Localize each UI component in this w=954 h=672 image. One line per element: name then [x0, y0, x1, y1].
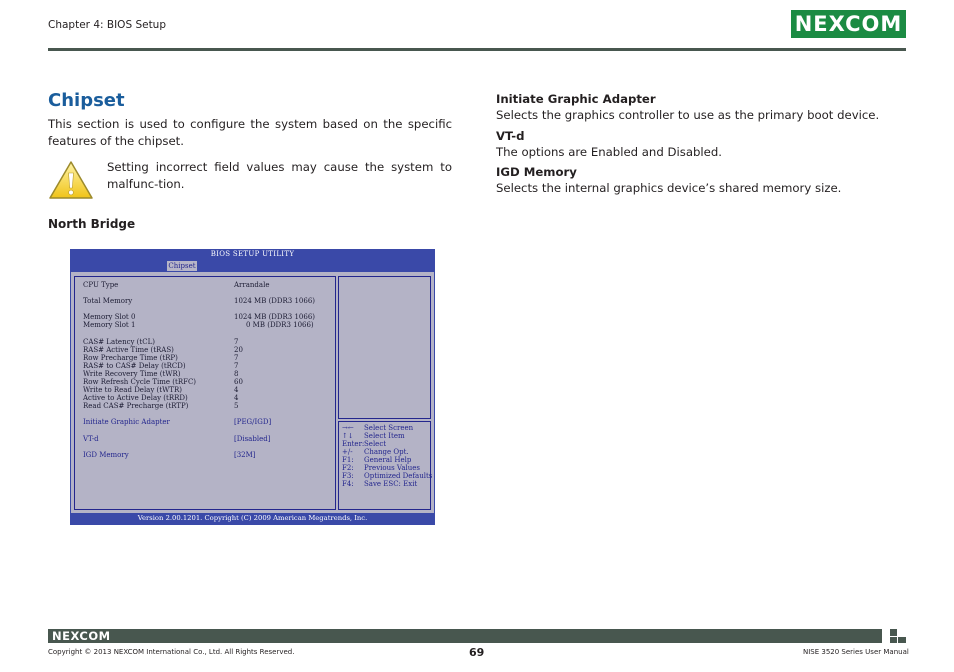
intro-paragraph: This section is used to configure the system based on the specific features of the chipset. — [48, 117, 452, 148]
bios-help-key: F1: — [342, 456, 354, 464]
bios-option-value[interactable]: [PEG/IGD] — [234, 418, 272, 426]
option-heading: Initiate Graphic Adapter — [496, 92, 656, 106]
bios-setting-label: CPU Type — [83, 281, 119, 289]
option-description: The options are Enabled and Disabled. — [496, 145, 722, 159]
bios-option-label[interactable]: VT-d — [83, 435, 99, 443]
section-title: Chipset — [48, 90, 125, 111]
bios-settings-panel — [74, 276, 336, 510]
bios-option-value[interactable]: [Disabled] — [234, 435, 271, 443]
bios-setting-value: 4 — [234, 386, 239, 394]
header-divider — [48, 48, 906, 51]
bios-setting-value: Arrandale — [234, 281, 270, 289]
warning-icon — [48, 160, 94, 200]
bios-setting-value: 4 — [234, 394, 239, 402]
bios-help-key: Enter: — [342, 440, 365, 448]
option-description: Selects the internal graphics device’s shared memory size. — [496, 181, 842, 195]
bios-setting-label: CAS# Latency (tCL) — [83, 338, 155, 346]
bios-help-desc: Select Screen — [364, 424, 414, 432]
footer-logo: NEXCOM — [52, 629, 111, 643]
bios-setting-value: 60 — [234, 378, 243, 386]
bios-body — [71, 272, 434, 513]
bios-setting-value: 7 — [234, 354, 239, 362]
bios-setting-value: 5 — [234, 402, 239, 410]
bios-help-desc: Optimized Defaults — [364, 472, 433, 480]
bios-help-desc: Save ESC: Exit — [364, 480, 418, 488]
footer-square-1 — [890, 629, 897, 636]
bios-setting-label: RAS# to CAS# Delay (tRCD) — [83, 362, 186, 370]
bios-option-label[interactable]: Initiate Graphic Adapter — [83, 418, 170, 426]
chapter-label: Chapter 4: BIOS Setup — [48, 19, 167, 31]
bios-help-desc: Select — [364, 440, 387, 448]
bios-help-key: ↑↓ — [342, 432, 354, 440]
bios-version-footer: Version 2.00.1201. Copyright (C) 2009 American Megatrends, Inc. — [137, 514, 368, 522]
option-heading: IGD Memory — [496, 165, 577, 179]
bios-help-key: F3: — [342, 472, 354, 480]
bios-setting-value: 7 — [234, 338, 239, 346]
bios-description-panel — [338, 276, 431, 419]
warning-text: Setting incorrect field values may cause the system to malfunc-tion. — [107, 160, 452, 191]
bios-option-value[interactable]: [32M] — [234, 451, 256, 459]
bios-setting-label: Row Precharge Time (tRP) — [83, 354, 178, 362]
bios-setting-value: 1024 MB (DDR3 1066) — [234, 313, 316, 321]
bios-setting-label: Read CAS# Precharge (tRTP) — [83, 402, 189, 410]
footer-square-3 — [898, 637, 906, 643]
page-number: 69 — [469, 646, 485, 659]
footer-square-2 — [890, 637, 897, 643]
bios-tab-chipset[interactable]: Chipset — [168, 262, 196, 270]
bios-setting-label: Write Recovery Time (tWR) — [83, 370, 181, 378]
bios-setting-label: Row Refresh Cycle Time (tRFC) — [83, 378, 197, 386]
bios-setting-label: Active to Active Delay (tRRD) — [83, 394, 188, 402]
bios-help-desc: Previous Values — [364, 464, 420, 472]
bios-help-key: F2: — [342, 464, 354, 472]
bios-setting-label: Total Memory — [83, 297, 133, 305]
bios-help-panel — [338, 421, 431, 510]
nexcom-logo — [791, 10, 906, 38]
manual-title: NISE 3520 Series User Manual — [803, 648, 909, 656]
option-description: Selects the graphics controller to use as the primary boot device. — [496, 108, 880, 122]
bios-help-desc: General Help — [364, 456, 412, 464]
bios-title: BIOS SETUP UTILITY — [210, 250, 295, 258]
copyright: Copyright © 2013 NEXCOM International Co., Ltd. All Rights Reserved. — [48, 648, 295, 656]
bios-help-desc: Change Opt. — [364, 448, 409, 456]
north-bridge-heading: North Bridge — [48, 217, 136, 231]
bios-setting-value: 0 MB (DDR3 1066) — [246, 321, 314, 329]
bios-menubar — [71, 260, 434, 272]
bios-setting-label: Memory Slot 0 — [83, 313, 136, 321]
bios-help-desc: Select Item — [364, 432, 405, 440]
bios-screenshot — [70, 249, 435, 525]
bios-setting-label: Memory Slot 1 — [83, 321, 136, 329]
bios-option-label[interactable]: IGD Memory — [83, 451, 129, 459]
bios-help-key: →← — [342, 424, 354, 432]
bios-setting-label: RAS# Active Time (tRAS) — [83, 346, 174, 354]
bios-help-key: +/- — [342, 448, 353, 456]
bios-setting-value: 20 — [234, 346, 243, 354]
bios-setting-value: 1024 MB (DDR3 1066) — [234, 297, 316, 305]
bios-setting-label: Write to Read Delay (tWTR) — [83, 386, 182, 394]
option-heading: VT-d — [496, 129, 525, 143]
bios-help-key: F4: — [342, 480, 354, 488]
footer-bar — [48, 629, 882, 643]
logo-text: NEXCOM — [794, 12, 903, 36]
bios-setting-value: 8 — [234, 370, 239, 378]
bios-setting-value: 7 — [234, 362, 239, 370]
